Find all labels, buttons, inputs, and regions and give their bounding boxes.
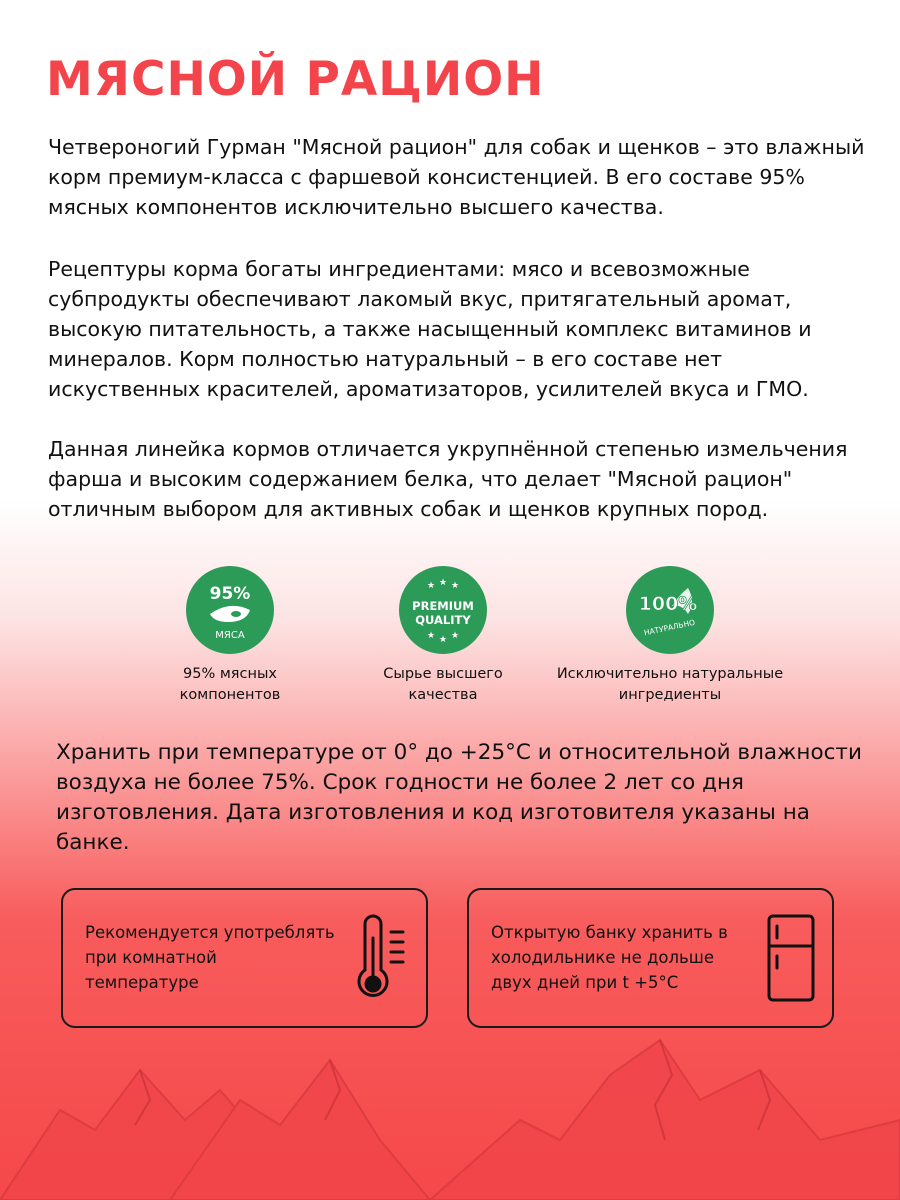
badge-100-natural [555,566,785,706]
meat-95-icon [186,566,274,654]
svg-text:★: ★ [438,635,448,645]
badge-caption: Сырье высшего [383,666,503,682]
svg-text:95%: 95% [209,584,251,604]
svg-text:НАТУРАЛЬНО: НАТУРАЛЬНО [643,617,696,638]
badge-caption: компонентов [179,687,281,703]
svg-text:★: ★ [426,581,436,591]
svg-text:QUALITY: QUALITY [415,613,471,627]
thermometer-icon [353,912,417,1010]
svg-text:★: ★ [450,581,460,591]
product-line-paragraph: Данная линейка кормов отличается укрупнённой степенью измельчения фарша и высоким содержанием белка, что делает "Мясной рацион" отличным выбором для активных собак и щенков крупных пород. [48,437,848,521]
svg-text:★: ★ [438,578,448,588]
badge-95-meat [150,566,310,706]
svg-text:★: ★ [450,631,460,641]
ingredients-paragraph: Рецептуры корма богаты ингредиентами: мясо и всевозможные субпродукты обеспечивают лакомый вкус, притягательный аромат, высокую питательность, а также насыщенный комплекс витаминов и минералов. Корм полностью натуральный – в его составе нет искуственных красителей, ароматизаторов, усилителей вкуса и ГМО. [48,257,812,401]
page-title: МЯСНОЙ РАЦИОН [46,52,545,107]
storage-conditions: Хранить при температуре от 0° до +25°С и относительной влажности воздуха не более 75%. Срок годности не более 2 лет со дня изготовления. Дата изготовления и код изготовителя указаны на банке. [56,740,862,855]
svg-text:100%: 100% [638,593,698,615]
svg-text:PREMIUM: PREMIUM [412,599,474,613]
card-text: Рекомендуется употреблять при комнатной температуре [85,923,335,992]
intro-paragraph: Четвероногий Гурман "Мясной рацион" для собак и щенков – это влажный корм премиум-класса с фаршевой консистенцией. В его составе 95% мясных компонентов исключительно высшего качества. [48,135,865,219]
premium-quality-icon [399,566,487,654]
card-text: Открытую банку хранить в холодильнике не дольше двух дней при t +5°С [491,923,728,992]
badge-caption: 95% мясных [183,666,277,682]
badge-caption: Исключительно натуральные [556,666,784,682]
badge-caption: качества [408,687,478,703]
natural-100-icon [626,566,714,654]
mountains-decoration [0,1030,900,1200]
fridge-storage-card [467,888,834,1028]
badge-caption: ингредиенты [618,687,722,703]
badge-premium-quality [358,566,528,706]
room-temperature-card [61,888,428,1028]
svg-text:★: ★ [426,631,436,641]
svg-text:МЯСА: МЯСА [215,630,245,641]
fridge-icon [761,912,821,1010]
